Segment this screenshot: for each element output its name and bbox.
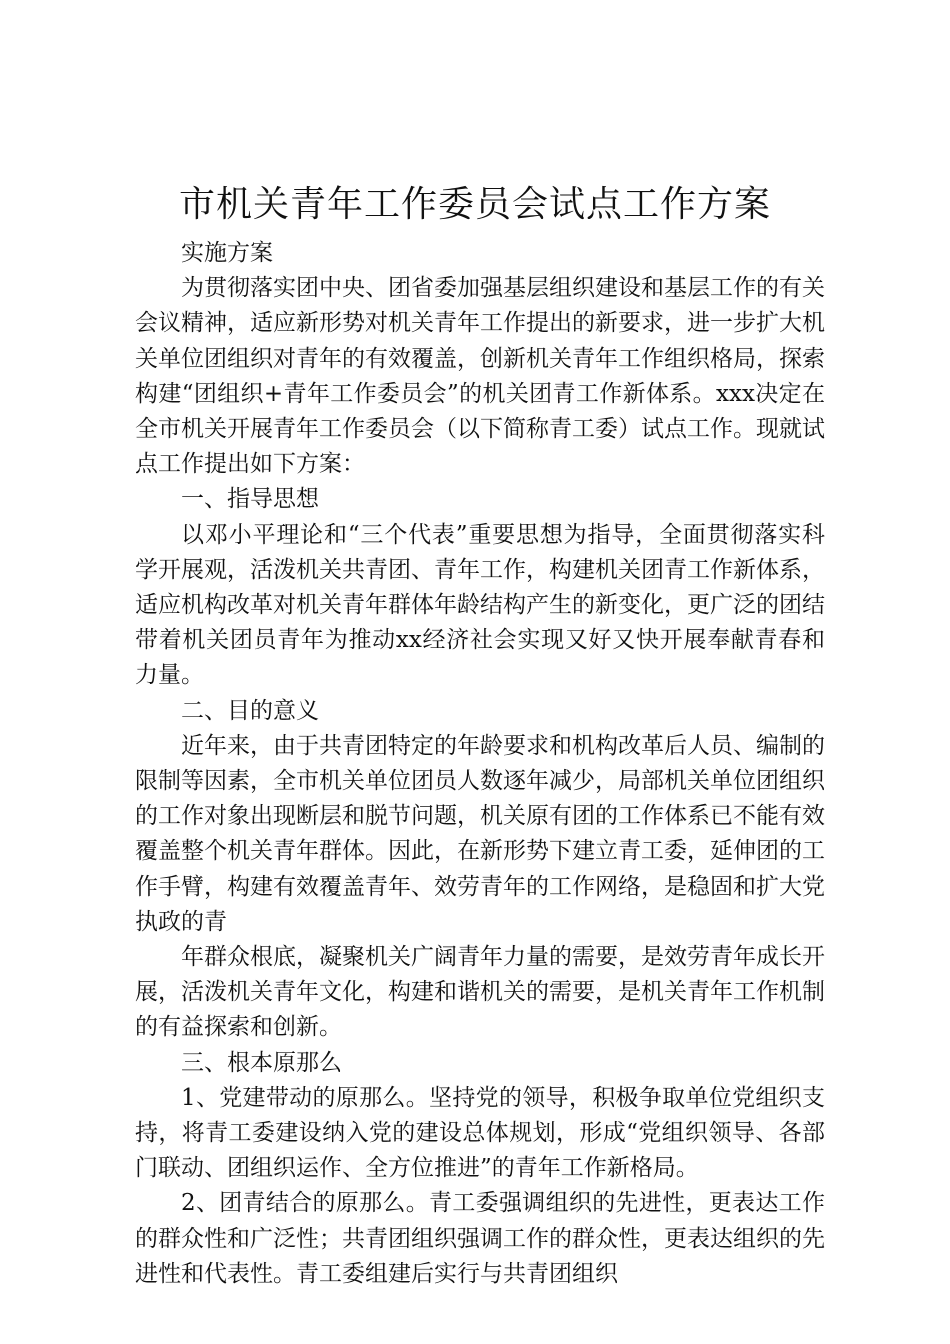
paragraph-section-label: 实施方案: [181, 240, 273, 266]
document-title: 市机关青年工作委员会试点工作方案: [178, 184, 771, 225]
paragraph-principle-1: 1、党建带动的原那么。坚持党的领导，积极争取单位党组织支持，将青工委建设纳入党的建设总体规划，形成“党组织领导、各部门联动、团组织运作、全方位推进”的青年工作新格局。: [135, 1084, 825, 1182]
paragraph-purpose-1: 近年来，由于共青团特定的年龄要求和机构改革后人员、编制的限制等因素，全市机关单位团员人数逐年减少，局部机关单位团组织的工作对象出现断层和脱节问题，机关原有团的工作体系已不能有效覆盖整个机关青年群体。因此，在新形势下建立青工委，延伸团的工作手臂，构建有效覆盖青年、效劳青年的工作网络，是稳固和扩大党执政的青: [135, 732, 825, 935]
paragraph-guiding-ideology: 以邓小平理论和“三个代表”重要思想为指导，全面贯彻落实科学开展观，活泼机关共青团、青年工作，构建机关团青工作新体系，适应机构改革对机关青年群体年龄结构产生的新变化，更广泛的团结带着机关团员青年为推动xx经济社会实现又好又快开展奉献青春和力量。: [135, 521, 825, 689]
document-body: [135, 236, 825, 1292]
paragraph-intro: 为贯彻落实团中央、团省委加强基层组织建设和基层工作的有关会议精神，适应新形势对机关青年工作提出的新要求，进一步扩大机关单位团组织对青年的有效覆盖，创新机关青年工作组织格局，探索构建“团组织+青年工作委员会”的机关团青工作新体系。xxx决定在全市机关开展青年工作委员会（以下简称青工委）试点工作。现就试点工作提出如下方案：: [135, 275, 825, 478]
paragraph-principle-2: 2、团青结合的原那么。青工委强调组织的先进性，更表达工作的群众性和广泛性；共青团组织强调工作的群众性，更表达组织的先进性和代表性。青工委组建后实行与共青团组织: [135, 1190, 825, 1287]
paragraph-purpose-2: 年群众根底，凝聚机关广阔青年力量的需要，是效劳青年成长开展，活泼机关青年文化，构建和谐机关的需要，是机关青年工作机制的有益探索和创新。: [135, 944, 825, 1041]
heading-principles: 三、根本原那么: [181, 1049, 342, 1076]
heading-purpose: 二、目的意义: [181, 697, 319, 724]
heading-guiding-ideology: 一、指导思想: [181, 486, 319, 513]
